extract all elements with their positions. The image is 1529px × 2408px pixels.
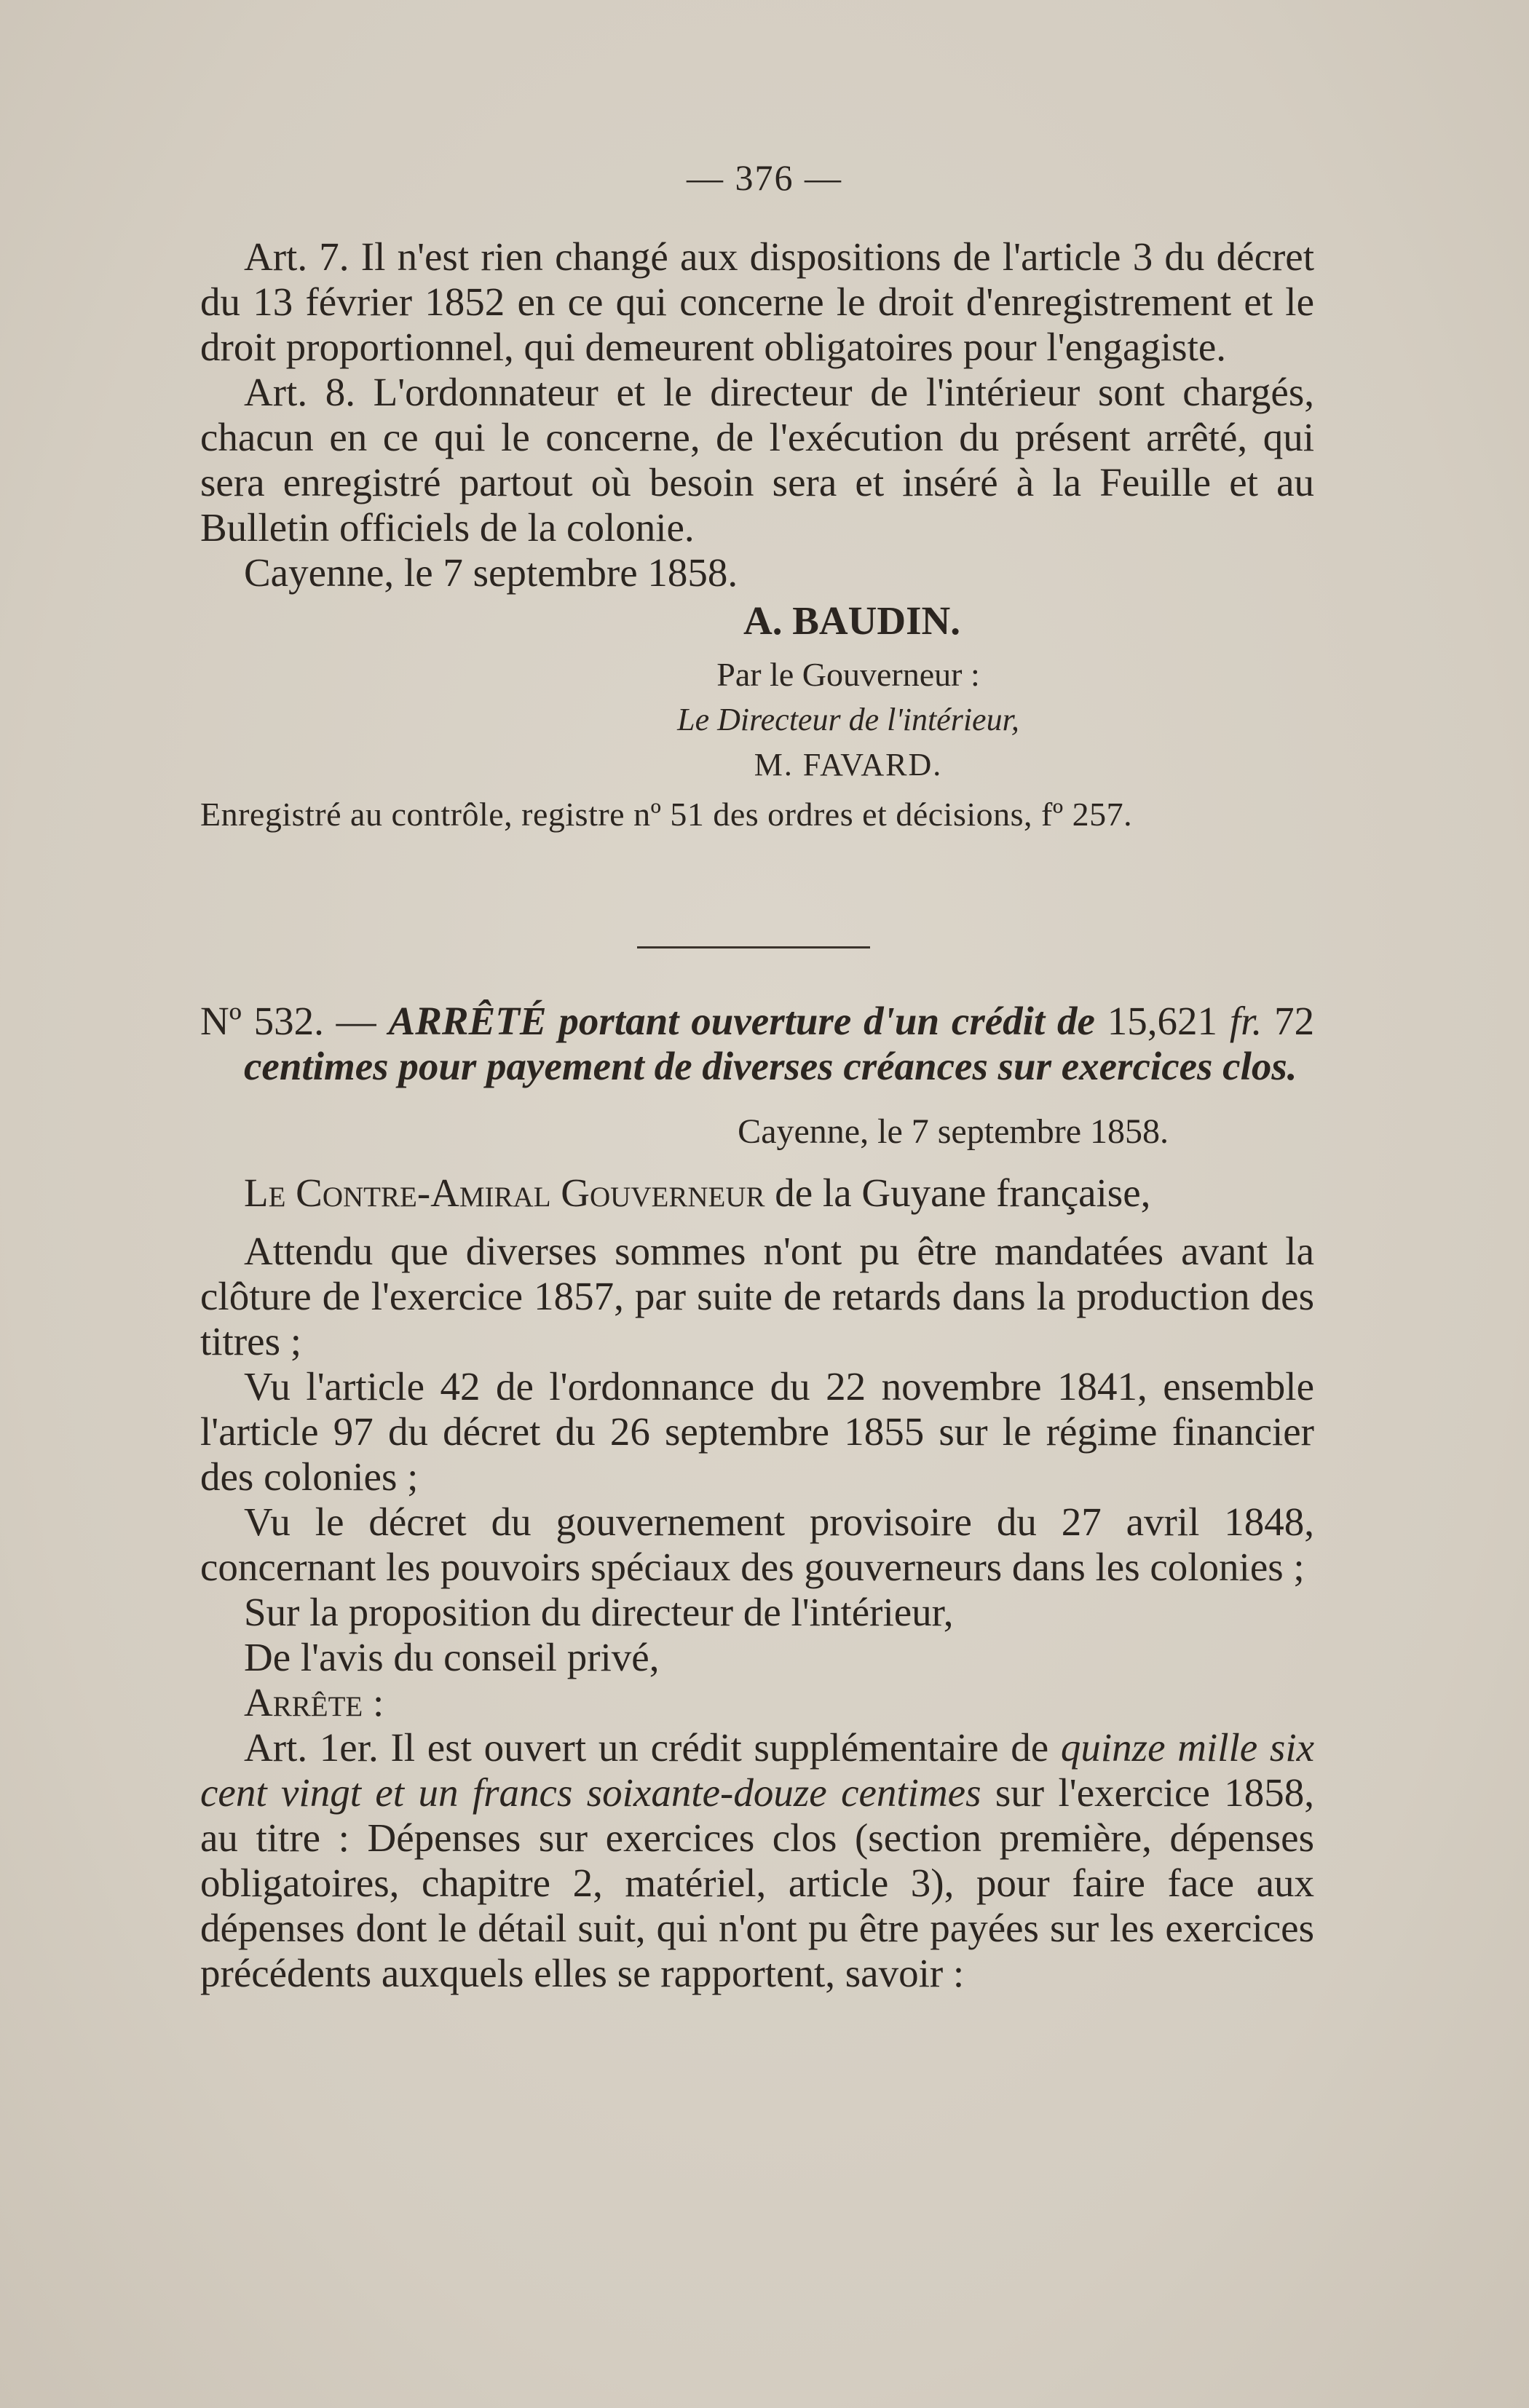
attendu-clause: Attendu que diverses sommes n'ont pu être mandatées avant la clôture de l'exercice 1857, par suite de retards dans la production des titres ;	[200, 1229, 1314, 1363]
decree-title-part-b: centimes pour payement de diverses créances sur exercices clos.	[244, 1044, 1297, 1088]
decree-amount-cents: 72	[1274, 999, 1315, 1043]
preamble	[200, 1171, 1314, 1216]
article-1	[200, 1725, 1314, 1996]
decree-heading	[200, 999, 1314, 1089]
article-8	[200, 370, 1314, 550]
arrete-heading: Arrête :	[244, 1680, 384, 1724]
article-1-text-a: Il est ouvert un crédit supplémentaire de	[390, 1725, 1049, 1770]
directeur-interieur: Le Directeur de l'intérieur,	[677, 702, 1019, 737]
previous-decree-ending	[200, 234, 1314, 837]
article-7	[200, 234, 1314, 370]
signatory-favard: M. FAVARD.	[754, 747, 943, 783]
decree-amount: 15,621	[1107, 999, 1218, 1043]
preamble-authority: Le Contre-Amiral Gouverneur	[244, 1171, 765, 1215]
article-7-label: Art. 7.	[244, 234, 349, 279]
decree-dateline: Cayenne, le 7 septembre 1858.	[738, 1112, 1169, 1151]
decree-number: Nº 532. —	[200, 999, 376, 1043]
decree-532	[200, 999, 1314, 1996]
decree-title-part-a: portant ouverture d'un crédit de	[558, 999, 1095, 1043]
article-7-text: Il n'est rien changé aux dispositions de l'article 3 du décret du 13 février 1852 en ce qui concerne le droit d'enregistrement et le droit proportionnel, qui demeurent obligatoires pour l'engagiste.	[200, 234, 1314, 369]
preamble-rest: de la Guyane française,	[775, 1171, 1151, 1215]
article-8-label: Art. 8.	[244, 370, 355, 414]
registration-note: Enregistré au contrôle, registre nº 51 des ordres et décisions, fº 257.	[200, 796, 1133, 833]
decree-currency: fr.	[1229, 999, 1263, 1043]
signature: A. BAUDIN.	[743, 598, 960, 643]
article-1-text-b: sur l'exercice 1858, au titre : Dépenses sur exercices clos (section première, dépenses obligatoires, chapitre 2, matériel, article 3), pour faire face aux dépenses dont le détail suit, qui n'ont pu être payées sur les exercices précédents auxquels elles se rapportent, savoir :	[200, 1770, 1314, 1995]
place-date: Cayenne, le 7 septembre 1858.	[244, 550, 738, 595]
article-8-text: L'ordonnateur et le directeur de l'intérieur sont chargés, chacun en ce qui le concerne, de l'exécution du présent arrêté, qui sera enregistré partout où besoin sera et inséré à la Feuille et au Bulletin officiels de la colonie.	[200, 370, 1314, 550]
avis-clause: De l'avis du conseil privé,	[244, 1635, 660, 1679]
par-le-gouverneur: Par le Gouverneur :	[716, 656, 980, 693]
article-1-amount-words: quinze mille six cent vingt et un francs soixante-douze centimes	[200, 1725, 1315, 1815]
decree-title-keyword: ARRÊTÉ	[388, 999, 547, 1043]
article-1-label: Art. 1er.	[244, 1725, 379, 1770]
page-number: — 376 —	[687, 157, 842, 198]
vu-clause-2: Vu le décret du gouvernement provisoire du 27 avril 1848, concernant les pouvoirs spéciaux des gouverneurs dans les colonies ;	[200, 1500, 1314, 1589]
vu-clause-1: Vu l'article 42 de l'ordonnance du 22 novembre 1841, ensemble l'article 97 du décret du 26 septembre 1855 sur le régime financier des colonies ;	[200, 1364, 1314, 1499]
sur-clause: Sur la proposition du directeur de l'intérieur,	[244, 1590, 954, 1634]
section-divider	[637, 946, 870, 948]
